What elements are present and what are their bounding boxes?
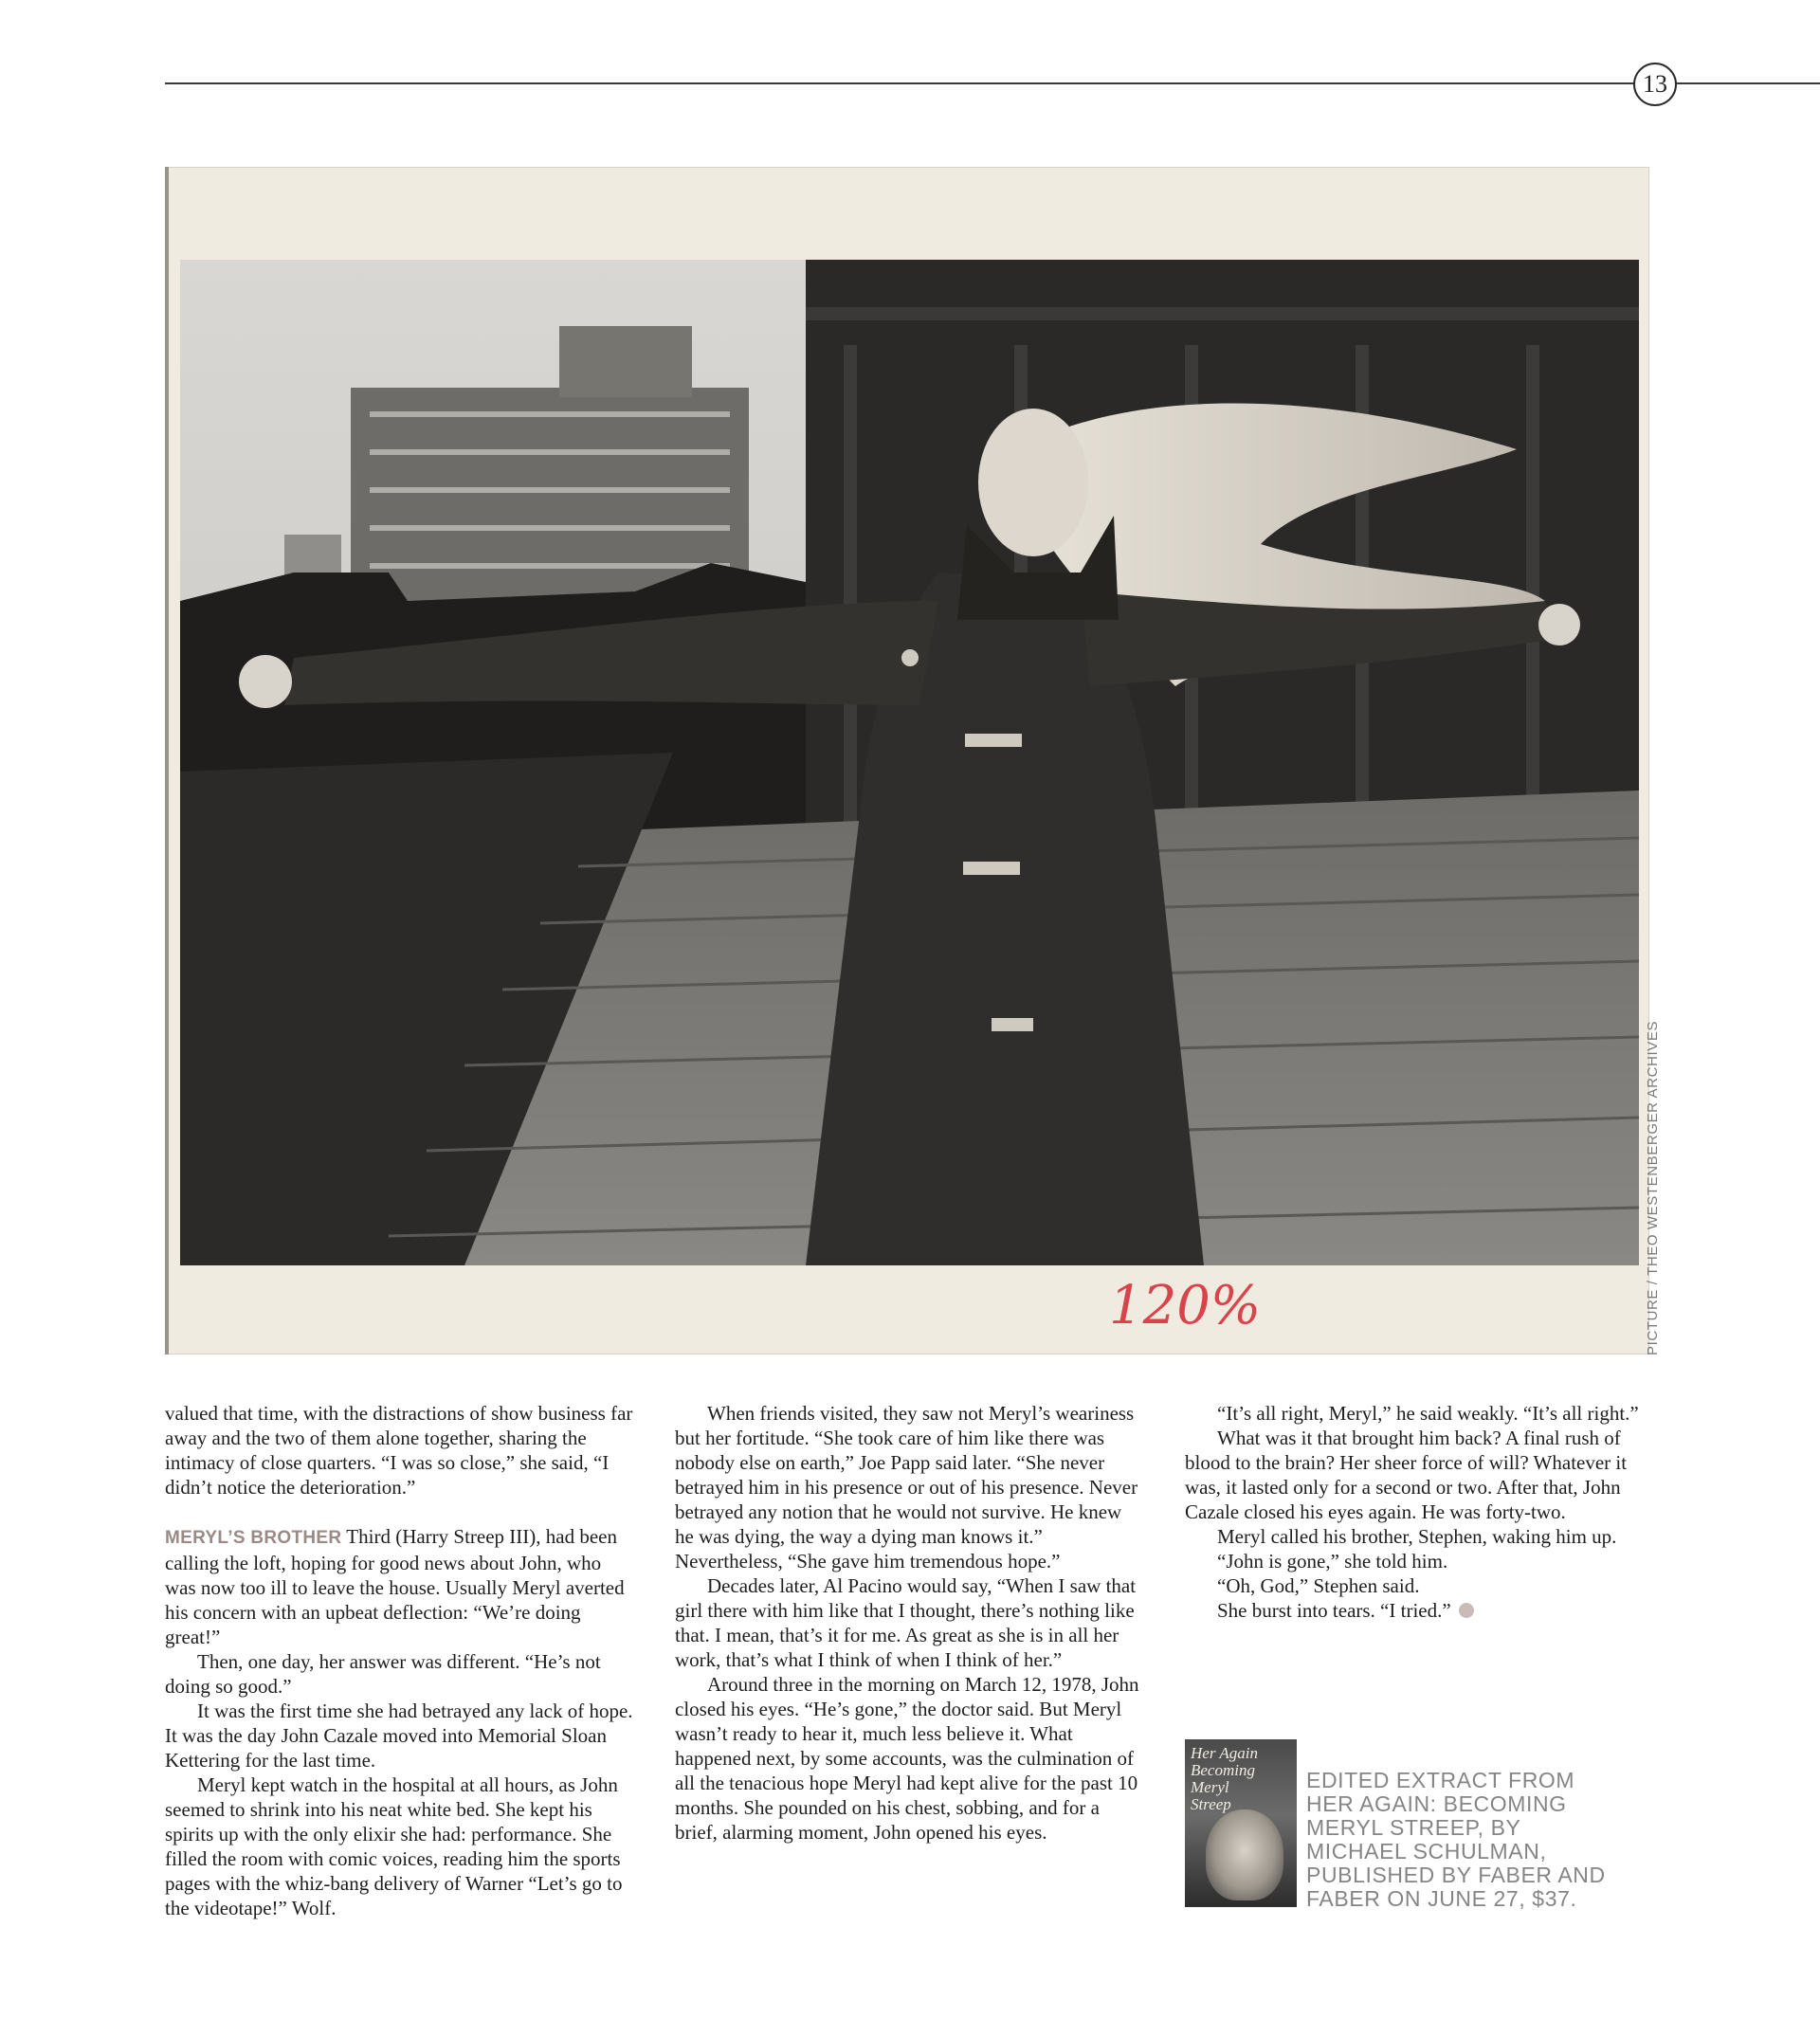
paragraph: Meryl kept watch in the hospital at all hours, as John seemed to shrink into his neat white bed. She kept his spirits up with the only elixir she had: performance. She filled the room with comic voices, reading him the sports pages with the whiz-bang delivery of Warner “Let’s go to the videotape!” Wolf. xyxy=(165,1773,623,1919)
extract-credit: EDITED EXTRACT FROM HER AGAIN: BECOMING MERYL STREEP, BY MICHAEL SCHULMAN, PUBLISHED BY FABER AND FABER ON JUNE 27, $37. xyxy=(1306,1768,1606,1911)
paragraph: When friends visited, they saw not Meryl’s weariness but her fortitude. “She took care of him like there was nobody else on earth,” Joe Papp said later. “She never betrayed him in his presence or out of his presence. Never betrayed any notion that he would not survive. He knew he was dying, the way a dying man knows it.” Nevertheless, “She gave him tremendous hope.” xyxy=(675,1402,1138,1573)
rooftop-photo xyxy=(180,260,1639,1265)
book-cover-title: Her Again xyxy=(1191,1744,1258,1762)
book-cover-title: Becoming xyxy=(1191,1761,1255,1779)
paragraph: Around three in the morning on March 12, 1978, John closed his eyes. “He’s gone,” the doctor said. But Meryl wasn’t ready to hear it, much less believe it. What happened next, by some accounts, was the culmination of all the tenacious hope Meryl had kept alive for the past 10 months. She pounded on his chest, sobbing, and for a brief, alarming moment, John opened his eyes. xyxy=(675,1673,1139,1844)
book-cover-title: Streep xyxy=(1191,1795,1231,1813)
text-column-2 xyxy=(675,1401,1145,1845)
paragraph: Then, one day, her answer was different. “He’s not doing so good.” xyxy=(165,1650,601,1698)
paragraph-text: She burst into tears. “I tried.” xyxy=(1217,1599,1451,1622)
paragraph-lead xyxy=(165,1524,635,1649)
text-column-3 xyxy=(1185,1401,1655,1623)
section-lead-in: MERYL’S BROTHER xyxy=(165,1528,342,1548)
paragraph: It was the first time she had betrayed any lack of hope. It was the day John Cazale moved into Memorial Sloan Kettering for the last time. xyxy=(165,1700,633,1772)
paragraph-final xyxy=(1185,1598,1655,1623)
face xyxy=(978,409,1088,556)
paragraph: “It’s all right, Meryl,” he said weakly. “It’s all right.” xyxy=(1217,1402,1639,1425)
print-edge xyxy=(165,167,169,1354)
right-hand xyxy=(1538,604,1580,645)
handwritten-note-text: 120% xyxy=(1109,1275,1262,1336)
paragraph: “Oh, God,” Stephen said. xyxy=(1217,1574,1420,1597)
paragraph: valued that time, with the distractions of show business far away and the two of them alone together, sharing the intimacy of close quarters. “I was so close,” she said, “I didn’t notice the deterioration.” xyxy=(165,1402,633,1499)
book-cover-portrait xyxy=(1206,1809,1283,1900)
end-mark-icon xyxy=(1459,1603,1474,1618)
header-rule xyxy=(165,82,1820,84)
paragraph: Decades later, Al Pacino would say, “When I saw that girl there with him like that I thought, there’s nothing like that. I mean, that’s it for me. As great as she is in all her work, that’s what I think of when I think of her.” xyxy=(675,1574,1137,1671)
photo-credit: PICTURE / THEO WESTENBERGER ARCHIVES xyxy=(1645,1020,1661,1355)
text-column-1 xyxy=(165,1401,635,1920)
handwritten-note xyxy=(1100,1270,1365,1336)
photo-illustration xyxy=(180,260,1639,1265)
left-hand xyxy=(239,655,292,708)
paragraph: What was it that brought him back? A final rush of blood to the brain? Her sheer force of will? Whatever it was, it lasted only for a second or two. After that, John Cazale closed his eyes again. He was forty-two. xyxy=(1185,1427,1628,1523)
book-cover xyxy=(1185,1739,1297,1907)
paragraph-text: Third (Harry Streep III), had been calling the loft, hoping for good news about John, who was now too ill to leave the house. Usually Meryl averted his concern with an upbeat deflection: “We’re doing great!” xyxy=(165,1525,625,1648)
page-number: 13 xyxy=(1633,63,1677,106)
book-cover-title: Meryl xyxy=(1191,1778,1229,1796)
paragraph: “John is gone,” she told him. xyxy=(1217,1550,1448,1573)
paragraph: Meryl called his brother, Stephen, waking him up. xyxy=(1217,1525,1617,1548)
